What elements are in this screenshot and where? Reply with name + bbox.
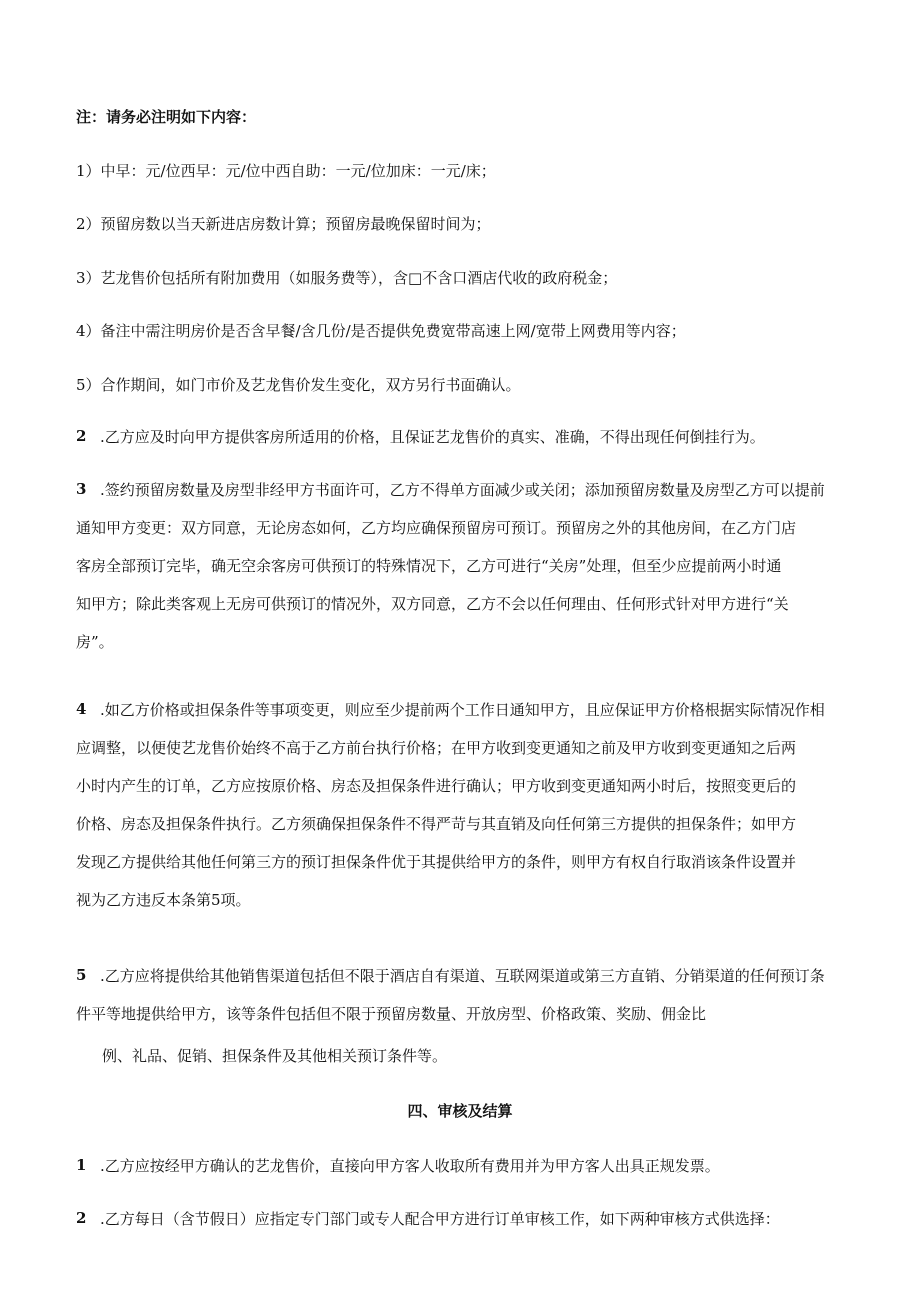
clause-line: 价格、房态及担保条件执行。乙方须确保担保条件不得严苛与其直销及向任何第三方提供的担保条件；如甲方 — [76, 815, 797, 833]
clause-number: 3 — [76, 480, 87, 498]
clause-line: 应调整，以便使艺龙售价始终不高于乙方前台执行价格；在甲方收到变更通知之前及甲方收到变更通知之后两 — [76, 739, 797, 757]
clause-line: 例、礼品、促销、担保条件及其他相关预订条件等。 — [102, 1047, 448, 1065]
note-title: 注：请务必注明如下内容： — [76, 108, 257, 126]
clause-line: 小时内产生的订单，乙方应按原价格、房态及担保条件进行确认；甲方收到变更通知两小时后，按照变更后的 — [76, 777, 797, 795]
clause-line: .签约预留房数量及房型非经甲方书面许可，乙方不得单方面减少或关闭；添加预留房数量及房型乙方可以提前 — [100, 481, 825, 499]
clause-line: 知甲方；除此类客观上无房可供预订的情况外，双方同意，乙方不会以任何理由、任何形式针对甲方进行“关 — [76, 595, 789, 613]
note-item-2: 2）预留房数以当天新进店房数计算；预留房最晚保留时间为； — [76, 215, 491, 233]
clause-number: 2 — [76, 1209, 87, 1227]
clause-line: .乙方每日（含节假日）应指定专门部门或专人配合甲方进行订单审核工作，如下两种审核方式供选择： — [100, 1210, 780, 1228]
clause-line: 发现乙方提供给其他任何第三方的预订担保条件优于其提供给甲方的条件，则甲方有权自行取消该条件设置并 — [76, 853, 797, 871]
clause-line: 视为乙方违反本条第5项。 — [76, 891, 251, 909]
note-item-3: 3）艺龙售价包括所有附加费用（如服务费等），含□不含口酒店代收的政府税金； — [76, 269, 618, 287]
clause-line: 通知甲方变更：双方同意，无论房态如何，乙方均应确保预留房可预订。预留房之外的其他房间，在乙方门店 — [76, 519, 797, 537]
clause-line: 客房全部预订完毕，确无空余客房可供预订的特殊情况下，乙方可进行“关房”处理，但至少应提前两小时通 — [76, 557, 782, 575]
note-item-1: 1）中早：元/位西早：元/位中西自助：一元/位加床：一元/床； — [76, 162, 496, 180]
clause-line: .乙方应及时向甲方提供客房所适用的价格，且保证艺龙售价的真实、准确，不得出现任何倒挂行为。 — [100, 428, 765, 446]
clause-line: .乙方应按经甲方确认的艺龙售价，直接向甲方客人收取所有费用并为甲方客人出具正规发票。 — [100, 1157, 720, 1175]
clause-number: 4 — [76, 700, 87, 718]
section-heading: 四、审核及结算 — [407, 1102, 513, 1120]
clause-line: .乙方应将提供给其他销售渠道包括但不限于酒店自有渠道、互联网渠道或第三方直销、分销渠道的任何预订条 — [100, 967, 825, 985]
clause-number: 2 — [76, 427, 87, 445]
clause-number: 1 — [76, 1156, 87, 1174]
clause-line: 件平等地提供给甲方，该等条件包括但不限于预留房数量、开放房型、价格政策、奖励、佣金比 — [76, 1005, 707, 1023]
note-item-5: 5）合作期间，如门市价及艺龙售价发生变化，双方另行书面确认。 — [76, 376, 521, 394]
clause-number: 5 — [76, 966, 87, 984]
clause-line: .如乙方价格或担保条件等事项变更，则应至少提前两个工作日通知甲方，且应保证甲方价格根据实际情况作相 — [100, 701, 825, 719]
clause-line: 房”。 — [76, 633, 114, 651]
note-item-4: 4）备注中需注明房价是否含早餐/含几份/是否提供免费宽带高速上网/宽带上网费用等内容； — [76, 322, 686, 340]
